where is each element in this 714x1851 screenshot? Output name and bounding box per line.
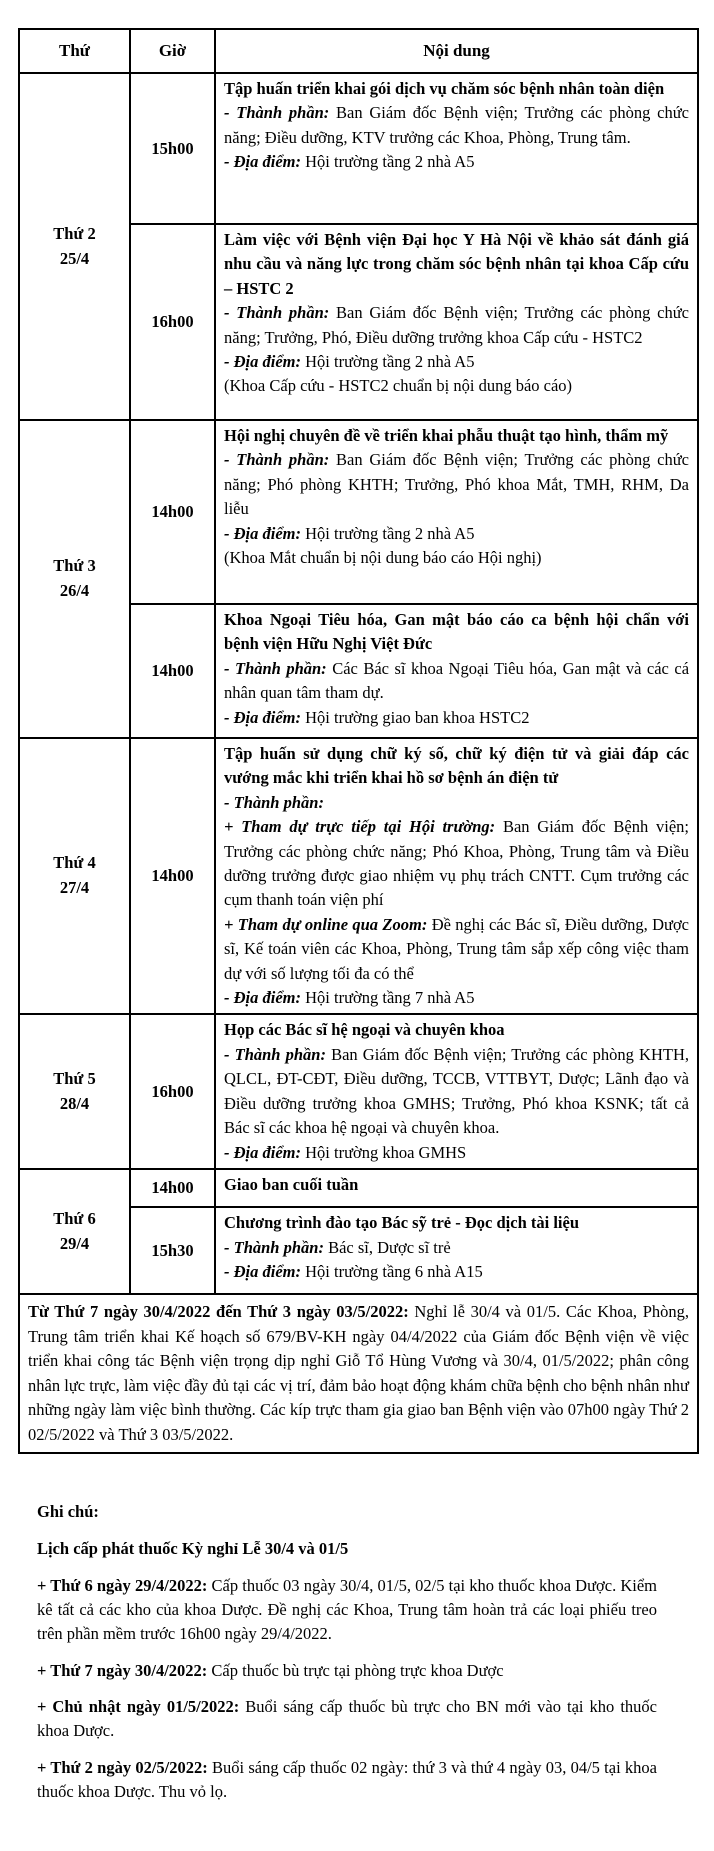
line-label: - Thành phần: [224, 1044, 326, 1064]
note-text: Cấp thuốc 03 ngày 30/4, 01/5, 02/5 tại kho thuốc khoa Dược. Kiểm kê tất cả các kho của khoa Dược. Đề nghị các Khoa, Trung tâm hoàn trả các loại phiếu treo trên phần mềm trước 16h00 ngày 29/4/2022. [37, 1575, 658, 1643]
line-text: Đề nghị các Bác sĩ, Điều dưỡng, Dược sĩ, Kế toán viên các Khoa, Phòng, Trung tâm sắp xếp công việc tham dự với số lượng tối đa có thể [224, 914, 690, 983]
line-text: Hội trường tầng 7 nhà A5 [305, 988, 475, 1008]
line-text: Hội trường tầng 2 nhà A5 [305, 523, 475, 543]
line-label: - Địa điểm: [224, 352, 301, 372]
event-line [224, 986, 689, 1010]
event-line [224, 913, 689, 986]
note-text: Buổi sáng cấp thuốc bù trực cho BN mới vào tại kho thuốc khoa Dược. [37, 1697, 657, 1741]
note-label: + Chủ nhật ngày 01/5/2022: [37, 1697, 240, 1717]
note-item [37, 1659, 657, 1683]
event-cell [215, 1207, 698, 1294]
event-title: Khoa Ngoại Tiêu hóa, Gan mật báo cáo ca bệnh hội chẩn với bệnh viện Hữu Nghị Việt Đức [224, 610, 689, 654]
line-label: - Địa điểm: [224, 523, 301, 543]
time-cell: 15h30 [130, 1207, 215, 1294]
line-label: + Tham dự trực tiếp tại Hội trường: [224, 817, 496, 837]
note-item [37, 1574, 657, 1646]
note-text: Cấp thuốc bù trực tại phòng trực khoa Dược [211, 1660, 504, 1680]
day-label: Thứ 4 [53, 853, 96, 873]
line-text: Hội trường khoa GMHS [305, 1142, 467, 1162]
line-text: (Khoa Mắt chuẩn bị nội dung báo cáo Hội nghị) [224, 548, 542, 568]
event-cell [215, 73, 698, 224]
event-line [224, 815, 689, 913]
line-label: - Thành phần: [224, 1237, 324, 1257]
time-cell: 16h00 [130, 224, 215, 420]
line-label: - Địa điểm: [224, 707, 301, 727]
line-text: Hội trường tầng 2 nhà A5 [305, 152, 475, 172]
day-cell-thu5 [19, 1014, 130, 1169]
day-cell-thu3 [19, 420, 130, 738]
line-label: - Địa điểm: [224, 988, 301, 1008]
day-label: Thứ 6 [53, 1209, 96, 1229]
note-item [37, 1695, 657, 1743]
time-cell: 14h00 [130, 604, 215, 738]
holiday-note-text: Nghỉ lễ 30/4 và 01/5. Các Khoa, Phòng, Trung tâm triển khai Kế hoạch số 679/BV-KH ngày 04/4/2022 của Giám đốc Bệnh viện về việc triển khai công tác Bệnh viện trọng dịp nghỉ Giỗ Tổ Hùng Vương và 30/4, 01/5/2022; phân công nhân lực trực, làm việc đầy đủ tại các vị trí, đảm bảo hoạt động khám chữa bệnh cho bệnh nhân như những ngày làm việc bình thường. Các kíp trực tham gia giao ban Bệnh viện vào 07h00 ngày Thứ 2 02/5/2022 và Thứ 3 03/5/2022. [28, 1302, 690, 1444]
note-label: + Thứ 6 ngày 29/4/2022: [37, 1575, 208, 1595]
time-cell: 14h00 [130, 420, 215, 604]
day-date: 28/4 [59, 1093, 90, 1113]
col-header-time: Giờ [130, 29, 215, 73]
day-label: Thứ 5 [53, 1069, 96, 1089]
day-date: 27/4 [59, 878, 90, 898]
day-cell-thu2 [19, 73, 130, 420]
event-cell [215, 420, 698, 604]
holiday-note-label: Từ Thứ 7 ngày 30/4/2022 đến Thứ 3 ngày 03/5/2022: [28, 1302, 409, 1322]
note-text: Buổi sáng cấp thuốc 02 ngày: thứ 3 và thứ 4 ngày 03, 04/5 tại khoa thuốc khoa Dược. Thu vỏ lọ. [37, 1758, 657, 1802]
line-label: - Địa điểm: [224, 1262, 301, 1282]
event-line [224, 1260, 689, 1284]
table-row [19, 73, 698, 224]
line-label: - Thành phần: [224, 658, 327, 678]
day-date: 26/4 [59, 581, 90, 600]
time-cell: 15h00 [130, 73, 215, 224]
event-line [224, 522, 689, 546]
table-row [19, 1169, 698, 1207]
day-date: 29/4 [59, 1233, 90, 1253]
col-header-content: Nội dung [215, 29, 698, 73]
line-label: - Thành phần: [224, 303, 330, 323]
note-label: + Thứ 7 ngày 30/4/2022: [37, 1660, 208, 1680]
line-label: + Tham dự online qua Zoom: [224, 914, 428, 934]
line-label: - Thành phần: [224, 103, 330, 123]
line-label: - Địa điểm: [224, 152, 301, 172]
event-line [224, 791, 689, 815]
time-cell: 14h00 [130, 738, 215, 1014]
event-line [224, 706, 689, 730]
table-row [19, 1014, 698, 1169]
line-label: - Địa điểm: [224, 1142, 301, 1162]
event-cell [215, 1014, 698, 1169]
event-line [224, 150, 689, 174]
event-title: Họp các Bác sĩ hệ ngoại và chuyên khoa [224, 1020, 505, 1040]
col-header-day: Thứ [19, 29, 130, 73]
event-line [224, 350, 689, 374]
table-row [19, 1294, 698, 1452]
schedule-table [18, 28, 699, 1454]
notes-heading: Ghi chú: [37, 1501, 99, 1521]
table-row [19, 420, 698, 604]
event-line [224, 101, 689, 150]
event-line [224, 301, 689, 350]
day-label: Thứ 3 [53, 556, 96, 576]
event-line [224, 1043, 689, 1141]
event-line [224, 546, 689, 570]
note-item [37, 1756, 657, 1804]
event-title: Giao ban cuối tuần [224, 1175, 359, 1195]
header-row [19, 29, 698, 73]
time-cell: 14h00 [130, 1169, 215, 1207]
line-text: Ban Giám đốc Bệnh viện; Trưởng các phòng chức năng; Điều dưỡng, KTV trưởng các Khoa, Phòng, Trung tâm. [224, 103, 690, 147]
day-cell-thu4 [19, 738, 130, 1014]
event-cell [215, 738, 698, 1014]
line-label: - Thành phần: [224, 792, 324, 812]
time-cell: 16h00 [130, 1014, 215, 1169]
notes-subheading: Lịch cấp phát thuốc Kỳ nghỉ Lễ 30/4 và 01/5 [37, 1538, 349, 1558]
day-cell-thu6 [19, 1169, 130, 1294]
event-cell [215, 224, 698, 420]
line-text: Hội trường tầng 2 nhà A5 [305, 352, 475, 372]
notes-section [37, 1500, 657, 1804]
event-title: Làm việc với Bệnh viện Đại học Y Hà Nội về khảo sát đánh giá nhu cầu và năng lực trong chăm sóc bệnh nhân tại khoa Cấp cứu – HSTC 2 [224, 230, 689, 298]
day-date: 25/4 [59, 248, 90, 268]
note-label: + Thứ 2 ngày 02/5/2022: [37, 1758, 208, 1778]
table-row [19, 738, 698, 1014]
event-title: Hội nghị chuyên đề về triển khai phẫu thuật tạo hình, thẩm mỹ [224, 426, 669, 445]
holiday-note-cell [19, 1294, 698, 1452]
event-cell [215, 1169, 698, 1207]
line-text: Ban Giám đốc Bệnh viện; Trưởng các phòng chức năng; Trưởng, Phó, Điều dưỡng trưởng khoa Cấp cứu - HSTC2 [224, 303, 690, 347]
event-cell [215, 604, 698, 738]
line-text: Hội trường tầng 6 nhà A15 [305, 1262, 483, 1282]
line-text: Ban Giám đốc Bệnh viện; Trưởng các phòng chức năng; Phó phòng KHTH; Trưởng, Phó khoa Mắt, TMH, RHM, Da liễu [224, 450, 690, 519]
line-label: - Thành phần: [224, 450, 330, 470]
line-text: Ban Giám đốc Bệnh viện; Trưởng các phòng chức năng; Phó Khoa, Phòng, Trung tâm và Điều dưỡng trưởng được giao nhiệm vụ phụ trách CNTT. Cụm trưởng các cụm thanh toán viện phí [224, 817, 689, 910]
event-line [224, 374, 689, 398]
event-title: Tập huấn triển khai gói dịch vụ chăm sóc bệnh nhân toàn diện [224, 79, 665, 98]
day-label: Thứ 2 [53, 223, 96, 243]
line-text: (Khoa Cấp cứu - HSTC2 chuẩn bị nội dung báo cáo) [224, 376, 573, 396]
line-text: Bác sĩ, Dược sĩ trẻ [328, 1237, 451, 1257]
event-title: Tập huấn sử dụng chữ ký số, chữ ký điện tử và giải đáp các vướng mắc khi triển khai hồ sơ bệnh án điện tử [224, 744, 689, 788]
event-title: Chương trình đào tạo Bác sỹ trẻ - Đọc dịch tài liệu [224, 1213, 579, 1233]
line-text: Ban Giám đốc Bệnh viện; Trưởng các phòng KHTH, QLCL, ĐT-CĐT, Điều dưỡng, TCCB, VTTBYT, Dược; Lãnh đạo và Điều dưỡng trưởng khoa GMHS; Trưởng, Phó khoa KSNK; tất cả Bác sĩ các khoa hệ ngoại và chuyên khoa. [224, 1044, 689, 1138]
event-line [224, 657, 689, 706]
event-line [224, 1236, 689, 1260]
event-line [224, 1141, 689, 1165]
event-line [224, 448, 689, 521]
line-text: Các Bác sĩ khoa Ngoại Tiêu hóa, Gan mật và các cá nhân quan tâm tham dự. [224, 658, 690, 703]
line-text: Hội trường giao ban khoa HSTC2 [305, 707, 530, 727]
